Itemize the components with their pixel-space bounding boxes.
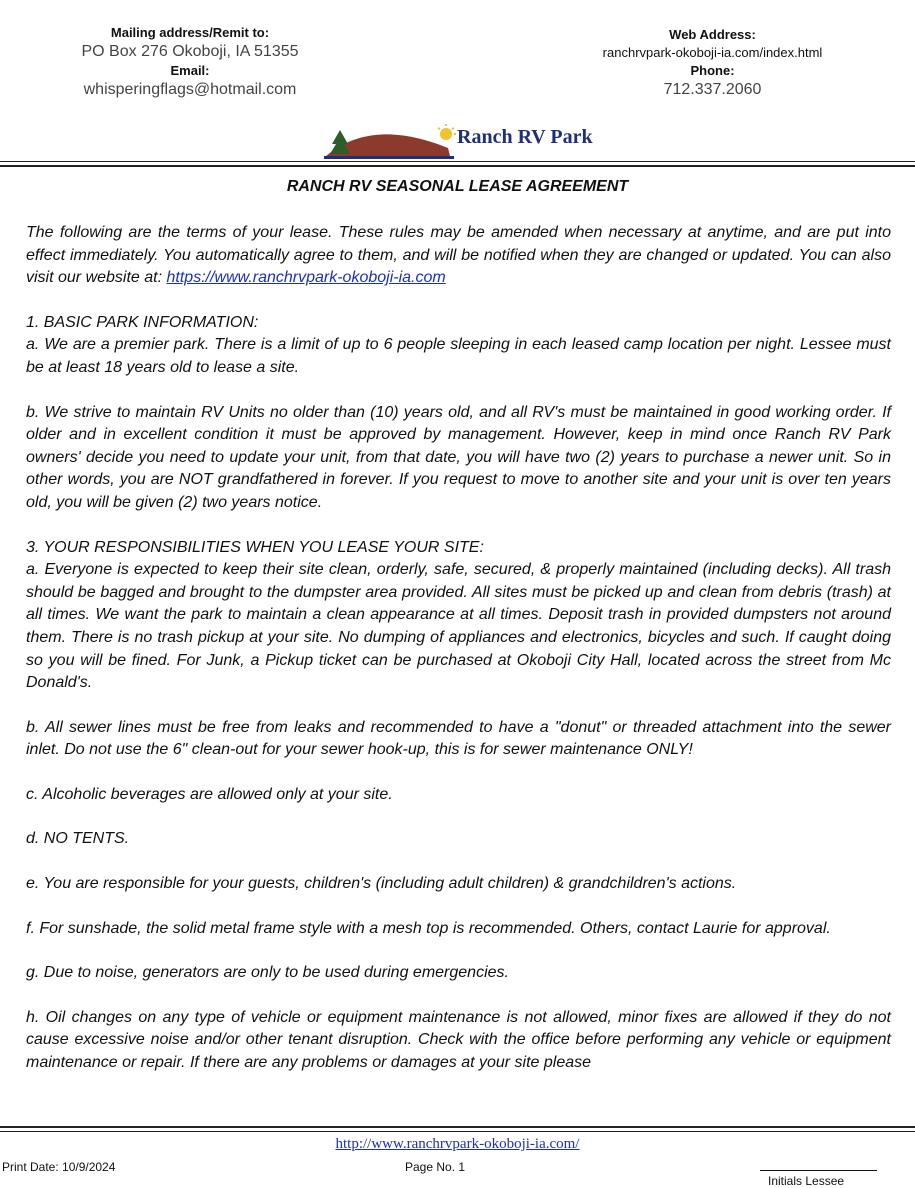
section-1-heading: 1. BASIC PARK INFORMATION: — [26, 313, 259, 331]
footer-divider-thick — [0, 1126, 915, 1128]
section-3-item-a: a. Everyone is expected to keep their site clean, orderly, safe, secured, & properly maintained (including decks). All trash should be bagged and brought to the dumpster area provided. All sites must be picked up and clean from debris (trash) at all times. We want the park to maintain a clean appearance at all times. Deposit trash in provided dumpsters not around them. There is no trash pickup at your site. No dumping of appliances and electronics, bicycles and such. If caught doing so you will be fined. For Junk, a Pickup ticket can be purchased at Okoboji City Hall, located across the street from Mc Donald's. — [26, 561, 891, 692]
page-number: Page No. 1 — [405, 1160, 466, 1174]
mailing-address-label: Mailing address/Remit to: — [110, 25, 270, 40]
web-address-value: ranchrvpark-okoboji-ia.com/index.html — [602, 45, 823, 60]
web-contact-block — [555, 26, 870, 100]
lease-body — [26, 222, 891, 1097]
footer-divider — [0, 1131, 915, 1132]
phone-label: Phone: — [690, 63, 735, 78]
mailing-address-value: PO Box 276 Okoboji, IA 51355 — [81, 43, 299, 60]
section-3-item-f: f. For sunshade, the solid metal frame style with a mesh top is recommended. Others, contact Laurie for approval. — [26, 919, 831, 937]
footer-url-link[interactable]: http://www.ranchrvpark-okoboji-ia.com/ — [335, 1136, 580, 1152]
section-3-heading: 3. YOUR RESPONSIBILITIES WHEN YOU LEASE YOUR SITE: — [26, 538, 484, 556]
header-divider-thick — [0, 165, 915, 167]
hill-logo-icon — [324, 122, 464, 160]
section-1-item-a: a. We are a premier park. There is a limit of up to 6 people sleeping in each leased camp location per night. Lessee must be at least 18 years old to lease a site. — [26, 336, 891, 376]
header-divider — [0, 161, 915, 162]
section-3-item-e: e. You are responsible for your guests, children's (including adult children) & grandchildren's actions. — [26, 875, 737, 893]
web-address-label: Web Address: — [669, 27, 756, 42]
phone-value: 712.337.2060 — [663, 81, 762, 98]
section-3-item-d: d. NO TENTS. — [26, 830, 130, 848]
section-3-item-c: c. Alcoholic beverages are allowed only at your site. — [26, 785, 393, 803]
intro-paragraph: The following are the terms of your lease. These rules may be amended when necessary at anytime, and are put into effect immediately. You automatically agree to them, and will be notified when they are changed or updated. You can also visit our website at: https://www.ranchrvpark-okoboji-ia.com — [26, 224, 891, 287]
section-3-item-b: b. All sewer lines must be free from leaks and recommended to have a "donut" or threaded attachment into the sewer inlet. Do not use the 6" clean-out for your sewer hook-up, this is for sewer maintenance ONLY! — [26, 718, 891, 759]
email-label: Email: — [170, 63, 210, 78]
section-3-item-g: g. Due to noise, generators are only to be used during emergencies. — [26, 964, 509, 982]
initials-signature-line — [760, 1170, 877, 1171]
logo-text: Ranch RV Park — [457, 126, 593, 148]
website-link[interactable]: https://www.ranchrvpark-okoboji-ia.com — [166, 269, 446, 287]
print-date: Print Date: 10/9/2024 — [2, 1160, 116, 1174]
document-title: RANCH RV SEASONAL LEASE AGREEMENT — [286, 178, 629, 195]
section-3-item-h: h. Oil changes on any type of vehicle or equipment maintenance is not allowed, minor fixes are allowed if they do not cause excessive noise and/or other tenant disruption. Check with the office before performing any vehicle or equipment maintenance or repair. If there are any problems or damages at your site please — [26, 1008, 891, 1072]
mailing-contact-block — [50, 24, 330, 100]
park-logo — [324, 122, 614, 160]
initials-lessee-label: Initials Lessee — [768, 1174, 845, 1188]
email-value: whisperingflags@hotmail.com — [83, 81, 297, 98]
section-1-item-b: b. We strive to maintain RV Units no older than (10) years old, and all RV's must be maintained in good working order. If older and in excellent condition it must be approved by management. However, keep in mind once Ranch RV Park owners' decide you need to update your unit, from that date, you will have two (2) years to purchase a newer unit. So in other words, you are NOT grandfathered in forever. If you request to move to another site and your unit is over ten years old, you will be given (2) two years notice. — [26, 403, 891, 511]
